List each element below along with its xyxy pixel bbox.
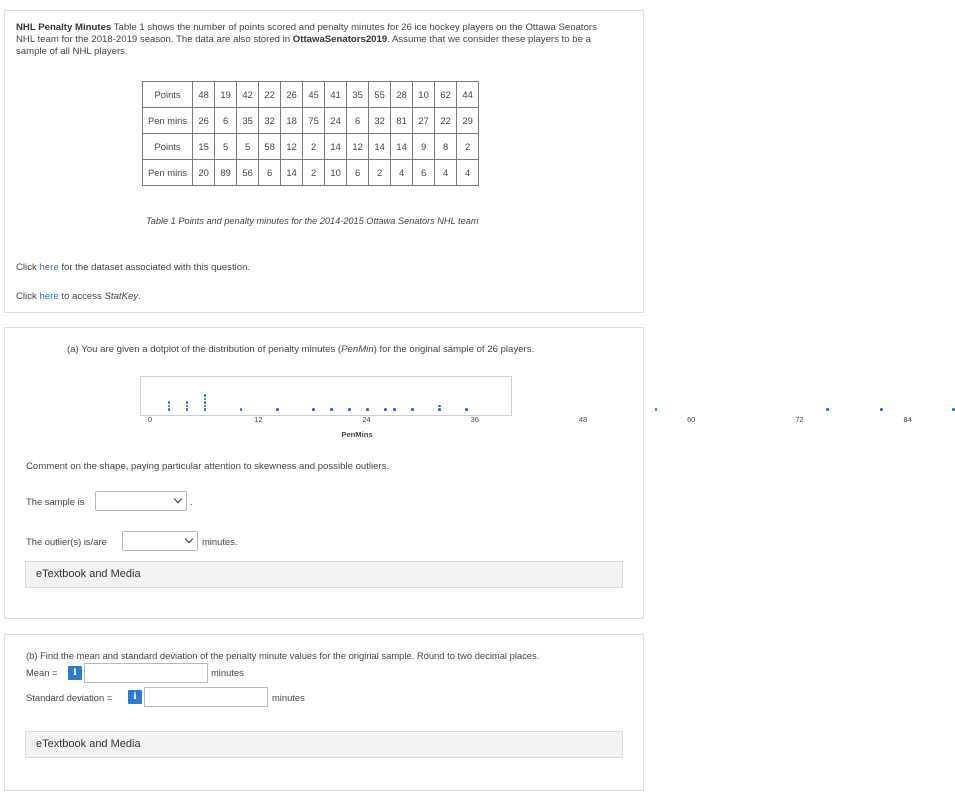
table-cell: 32 bbox=[259, 108, 281, 134]
dot-point bbox=[366, 408, 369, 411]
part-b-panel bbox=[4, 634, 644, 791]
intro-body: Table 1 shows the number of points scored and penalty minutes for 26 ice hockey players on the Ottawa Senators NHL team for the 2018-2019 season. The data are also stored in bbox=[16, 22, 597, 45]
mean-input[interactable] bbox=[84, 663, 208, 683]
axis-tick-label: 24 bbox=[362, 415, 371, 424]
part-a-prompt: (a) You are given a dotplot of the distribution of penalty minutes (PenMin) for the original sample of 26 players. bbox=[67, 344, 535, 355]
table-cell: 44 bbox=[457, 82, 479, 108]
dotplot-axis-label: PenMins bbox=[341, 430, 373, 439]
table-cell: 26 bbox=[193, 108, 215, 134]
axis-tick-label: 36 bbox=[470, 415, 479, 424]
row-label: Points bbox=[143, 134, 193, 160]
table-cell: 6 bbox=[413, 160, 435, 186]
table-cell: 12 bbox=[347, 134, 369, 160]
dot-point bbox=[438, 408, 441, 411]
dot-point bbox=[465, 408, 468, 411]
axis-tick-label: 84 bbox=[903, 415, 912, 424]
table-cell: 9 bbox=[413, 134, 435, 160]
table-cell: 27 bbox=[413, 108, 435, 134]
table-cell: 41 bbox=[325, 82, 347, 108]
intro-text bbox=[16, 22, 616, 58]
dataset-link-line: Click here for the dataset associated with this question. bbox=[16, 262, 251, 273]
table-cell: 19 bbox=[215, 82, 237, 108]
row-label: Pen mins bbox=[143, 108, 193, 134]
dot-point bbox=[204, 398, 207, 401]
dataset-name: OttawaSenators2019 bbox=[292, 34, 388, 45]
minutes-label: minutes. bbox=[202, 536, 238, 547]
dot-point bbox=[186, 401, 189, 404]
table-cell: 4 bbox=[391, 160, 413, 186]
sd-label: Standard deviation = bbox=[26, 692, 113, 703]
dot-point bbox=[655, 408, 658, 411]
variable-name: PenMin bbox=[341, 344, 374, 355]
comment-prompt: Comment on the shape, paying particular attention to skewness and possible outliers. bbox=[26, 461, 390, 472]
axis-tick-label: 12 bbox=[254, 415, 263, 424]
table-cell: 2 bbox=[457, 134, 479, 160]
table-caption: Table 1 Points and penalty minutes for the 2014-2015 Ottawa Senators NHL team bbox=[146, 216, 479, 226]
mean-label: Mean = bbox=[26, 667, 58, 678]
part-a-panel bbox=[4, 327, 912, 619]
dot-point bbox=[204, 408, 207, 411]
table-cell: 29 bbox=[457, 108, 479, 134]
table-cell: 6 bbox=[347, 160, 369, 186]
mean-unit: minutes bbox=[211, 667, 244, 678]
info-icon[interactable]: i bbox=[128, 690, 142, 704]
dot-point bbox=[186, 408, 189, 411]
dot-point bbox=[880, 408, 883, 411]
etextbook-bar-a[interactable]: eTextbook and Media bbox=[25, 561, 623, 588]
table-cell: 15 bbox=[193, 134, 215, 160]
chevron-down-icon bbox=[174, 495, 182, 503]
statkey-link-line: Click here to access StatKey. bbox=[16, 291, 141, 302]
table-cell: 89 bbox=[215, 160, 237, 186]
statkey-here-link[interactable]: here bbox=[39, 291, 59, 302]
outlier-select[interactable] bbox=[122, 531, 198, 551]
table-cell: 18 bbox=[281, 108, 303, 134]
question-intro-panel bbox=[4, 10, 644, 313]
dot-point bbox=[204, 401, 207, 404]
table-cell: 81 bbox=[391, 108, 413, 134]
table-cell: 75 bbox=[303, 108, 325, 134]
table-cell: 14 bbox=[391, 134, 413, 160]
table-cell: 22 bbox=[435, 108, 457, 134]
table-row bbox=[143, 160, 479, 186]
intro-title: NHL Penalty Minutes bbox=[16, 22, 112, 33]
axis-tick-label: 72 bbox=[795, 415, 804, 424]
table-cell: 2 bbox=[303, 134, 325, 160]
table-cell: 45 bbox=[303, 82, 325, 108]
sd-unit: minutes bbox=[272, 692, 305, 703]
sample-shape-select[interactable] bbox=[95, 491, 187, 511]
table-cell: 10 bbox=[325, 160, 347, 186]
table-cell: 14 bbox=[325, 134, 347, 160]
table-cell: 10 bbox=[413, 82, 435, 108]
sample-period: . bbox=[190, 496, 193, 507]
part-b-prompt: (b) Find the mean and standard deviation of the penalty minute values for the original sample. Round to two decimal places. bbox=[26, 650, 540, 661]
dot-point bbox=[348, 408, 351, 411]
sd-input[interactable] bbox=[144, 687, 268, 707]
table-cell: 62 bbox=[435, 82, 457, 108]
table-cell: 6 bbox=[347, 108, 369, 134]
table-cell: 58 bbox=[259, 134, 281, 160]
dot-point bbox=[384, 408, 387, 411]
table-cell: 20 bbox=[193, 160, 215, 186]
table-row bbox=[143, 82, 479, 108]
row-label: Points bbox=[143, 82, 193, 108]
table-cell: 22 bbox=[259, 82, 281, 108]
table-cell: 35 bbox=[237, 108, 259, 134]
table-cell: 35 bbox=[347, 82, 369, 108]
table-cell: 5 bbox=[215, 134, 237, 160]
dot-point bbox=[168, 408, 171, 411]
table-cell: 24 bbox=[325, 108, 347, 134]
table-cell: 2 bbox=[369, 160, 391, 186]
table-cell: 55 bbox=[369, 82, 391, 108]
table-cell: 14 bbox=[281, 160, 303, 186]
table-cell: 4 bbox=[435, 160, 457, 186]
dot-point bbox=[276, 408, 279, 411]
axis-tick-label: 0 bbox=[147, 415, 153, 424]
dotplot bbox=[140, 376, 512, 416]
dot-point bbox=[240, 408, 243, 411]
dot-point bbox=[330, 408, 333, 411]
table-cell: 12 bbox=[281, 134, 303, 160]
table-cell: 56 bbox=[237, 160, 259, 186]
table-cell: 48 bbox=[193, 82, 215, 108]
axis-tick-label: 48 bbox=[578, 415, 588, 424]
data-table-wrap bbox=[142, 81, 479, 186]
table-cell: 6 bbox=[259, 160, 281, 186]
table-cell: 26 bbox=[281, 82, 303, 108]
sample-label: The sample is bbox=[26, 496, 85, 507]
statkey-name: StatKey bbox=[104, 291, 139, 302]
table-cell: 6 bbox=[215, 108, 237, 134]
table-cell: 5 bbox=[237, 134, 259, 160]
dot-point bbox=[438, 405, 441, 408]
dot-point bbox=[168, 401, 171, 404]
intro-body-end: . Assume that we consider these players to be a sample of all NHL players. bbox=[16, 34, 591, 57]
table-cell: 14 bbox=[369, 134, 391, 160]
dot-point bbox=[393, 408, 396, 411]
info-icon[interactable]: i bbox=[68, 666, 82, 680]
table-row bbox=[143, 108, 479, 134]
table-row bbox=[143, 134, 479, 160]
data-table bbox=[142, 81, 479, 186]
dot-point bbox=[826, 408, 829, 411]
table-cell: 42 bbox=[237, 82, 259, 108]
chevron-down-icon bbox=[185, 535, 193, 543]
dataset-here-link[interactable]: here bbox=[39, 262, 59, 273]
row-label: Pen mins bbox=[143, 160, 193, 186]
etextbook-bar-b[interactable]: eTextbook and Media bbox=[25, 731, 623, 758]
outlier-label: The outlier(s) is/are bbox=[26, 536, 107, 547]
dot-point bbox=[204, 405, 207, 408]
dot-point bbox=[186, 405, 189, 408]
dot-point bbox=[204, 394, 207, 397]
dot-point bbox=[168, 405, 171, 408]
table-cell: 32 bbox=[369, 108, 391, 134]
dot-point bbox=[312, 408, 315, 411]
axis-tick-label: 60 bbox=[687, 415, 696, 424]
table-cell: 4 bbox=[457, 160, 479, 186]
table-cell: 8 bbox=[435, 134, 457, 160]
table-cell: 28 bbox=[391, 82, 413, 108]
dot-point bbox=[411, 408, 414, 411]
table-cell: 2 bbox=[303, 160, 325, 186]
